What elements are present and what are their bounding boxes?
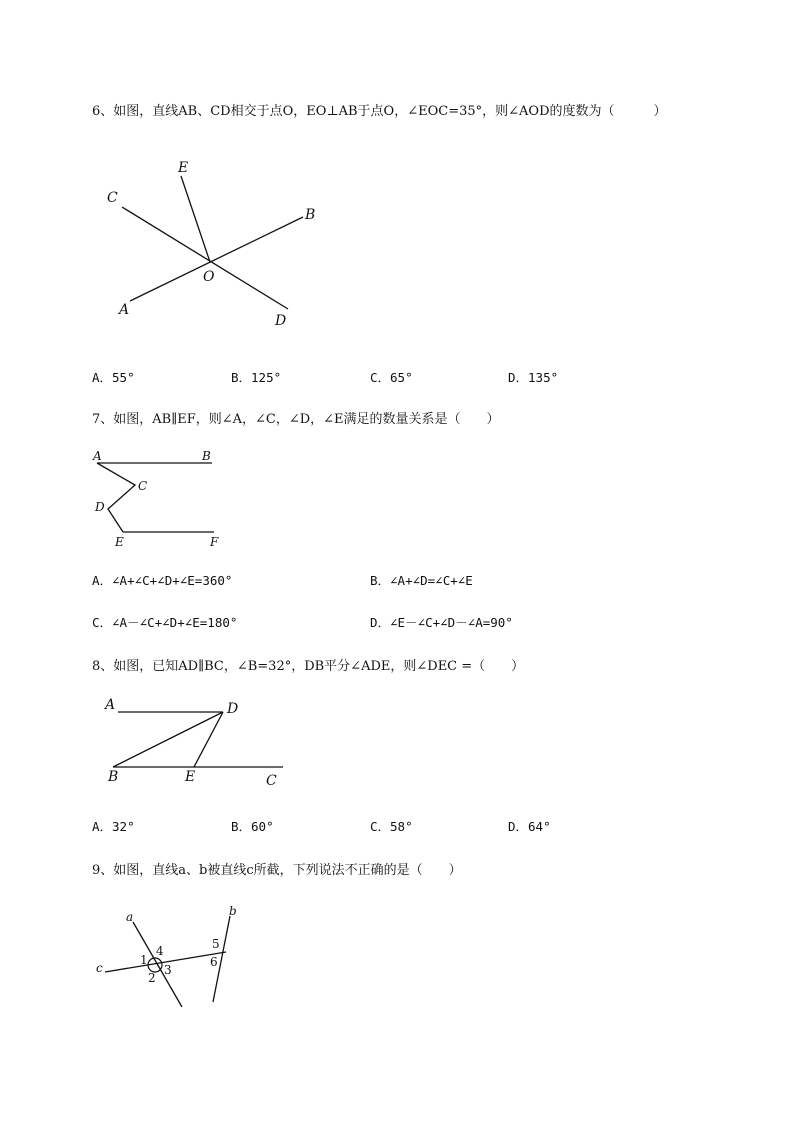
label-F: F — [210, 535, 219, 549]
question-8-stem: 8、如图，已知AD∥BC，∠B=32°，DB平分∠ADE，则∠DEC =（ ） — [92, 659, 525, 674]
label-D: D — [227, 701, 239, 717]
question-9-stem: 9、如图，直线a、b被直线c所截，下列说法不正确的是（ ） — [92, 863, 462, 878]
label-a: a — [126, 910, 134, 924]
label-angle-3: 3 — [164, 963, 172, 977]
q8-option-d[interactable]: D．64° — [508, 819, 551, 834]
label-C: C — [107, 190, 118, 206]
label-D: D — [95, 500, 105, 514]
label-E: E — [115, 535, 124, 549]
q8-option-a[interactable]: A．32° — [92, 819, 135, 834]
label-B: B — [202, 449, 211, 463]
q7-option-a[interactable]: A．∠A+∠C+∠D+∠E=360° — [92, 573, 233, 588]
q7-option-c[interactable]: C．∠A－∠C+∠D+∠E=180° — [92, 615, 238, 630]
q6-option-d[interactable]: D．135° — [508, 370, 559, 385]
label-E: E — [178, 160, 189, 176]
q6-option-b[interactable]: B．125° — [231, 370, 282, 385]
q8-option-c[interactable]: C．58° — [370, 819, 413, 834]
q7-option-d[interactable]: D．∠E－∠C+∠D－∠A=90° — [370, 615, 513, 630]
label-A: A — [119, 302, 130, 318]
q7-option-b[interactable]: B．∠A+∠D=∠C+∠E — [370, 573, 473, 588]
label-B: B — [108, 769, 119, 785]
label-C: C — [266, 773, 277, 789]
label-angle-1: 1 — [140, 953, 148, 967]
label-angle-4: 4 — [156, 944, 164, 958]
label-A: A — [93, 449, 102, 463]
label-D: D — [275, 313, 287, 329]
q6-option-c[interactable]: C．65° — [370, 370, 413, 385]
label-b: b — [229, 904, 237, 918]
q6-option-a[interactable]: A．55° — [92, 370, 135, 385]
question-6-stem: 6、如图，直线AB、CD相交于点O，EO⊥AB于点O，∠EOC=35°，则∠AOD的度数为（ ） — [92, 104, 667, 119]
label-A: A — [105, 697, 116, 713]
question-7-stem: 7、如图，AB∥EF，则∠A，∠C，∠D，∠E满足的数量关系是（ ） — [92, 412, 500, 427]
label-O: O — [203, 269, 215, 285]
label-C: C — [138, 479, 148, 493]
label-angle-2: 2 — [148, 971, 156, 985]
label-E: E — [185, 769, 196, 785]
label-angle-5: 5 — [212, 937, 220, 951]
q8-option-b[interactable]: B．60° — [231, 819, 274, 834]
label-angle-6: 6 — [210, 955, 218, 969]
label-c: c — [96, 961, 103, 975]
label-B: B — [305, 207, 316, 223]
